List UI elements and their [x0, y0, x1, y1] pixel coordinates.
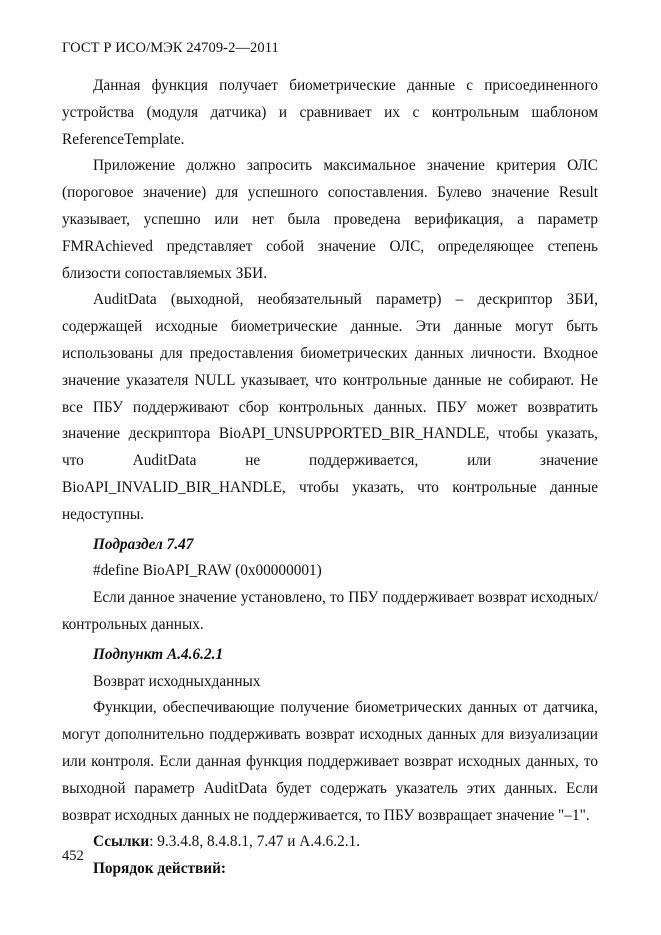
body-text — [62, 73, 598, 883]
references-line — [62, 829, 598, 856]
procedure-heading: Порядок действий: — [93, 860, 226, 878]
page-number: 452 — [62, 848, 84, 864]
paragraph-audit-data: AuditData (выходной, необязательный параметр) – дескриптор ЗБИ, содержащей исходные биометрические данные. Эти данные могут быть использованы для предоставления биометрических данных личности. Входное значение указателя NULL указывает, что контрольные данные не собирают. Не все ПБУ поддерживают сбор контрольных данных. ПБУ может возвратить значение дескриптора BioAPI_UNSUPPORTED_BIR_HANDLE, чтобы указать, что AuditData не поддерживается, или значение BioAPI_INVALID_BIR_HANDLE, чтобы указать, что контрольные данные недоступны. — [62, 291, 598, 523]
standard-header: ГОСТ Р ИСО/МЭК 24709-2—2011 — [62, 40, 279, 56]
subclause-heading: Подпункт А.4.6.2.1 — [93, 645, 224, 663]
paragraph-application-request: Приложение должно запросить максимальное значение критерия ОЛС (пороговое значение) для успешного сопоставления. Булево значение Result указывает, успешно или нет была проведена верификация, а параметр FMRAchieved представляет собой значение ОЛС, определяющее степень близости сопоставляемых ЗБИ. — [62, 157, 598, 282]
subclause-title: Возврат исходныхданных — [93, 672, 261, 690]
paragraph-raw-support: Если данное значение установлено, то ПБУ поддерживает возврат исходных/контрольных данных. — [62, 589, 598, 633]
references-values: : 9.3.4.8, 8.4.8.1, 7.47 и А.4.6.2.1. — [149, 833, 361, 851]
subsection-heading: Подраздел 7.47 — [93, 535, 194, 553]
paragraph-function-description: Данная функция получает биометрические данные с присоединенного устройства (модуля датчика) и сравнивает их с контрольным шаблоном ReferenceTemplate. — [62, 77, 598, 148]
paragraph-raw-return: Функции, обеспечивающие получение биометрических данных от датчика, могут дополнительно поддерживать возврат исходных данных для визуализации или контроля. Если данная функция поддерживает возврат исходных данных, то выходной параметр AuditData будет содержать указатель этих данных. Если возврат исходных данных не поддерживается, то ПБУ возвращает значение "–1". — [62, 699, 598, 824]
define-statement: #define BioAPI_RAW (0x00000001) — [93, 562, 322, 580]
references-label: Ссылки — [93, 833, 150, 851]
